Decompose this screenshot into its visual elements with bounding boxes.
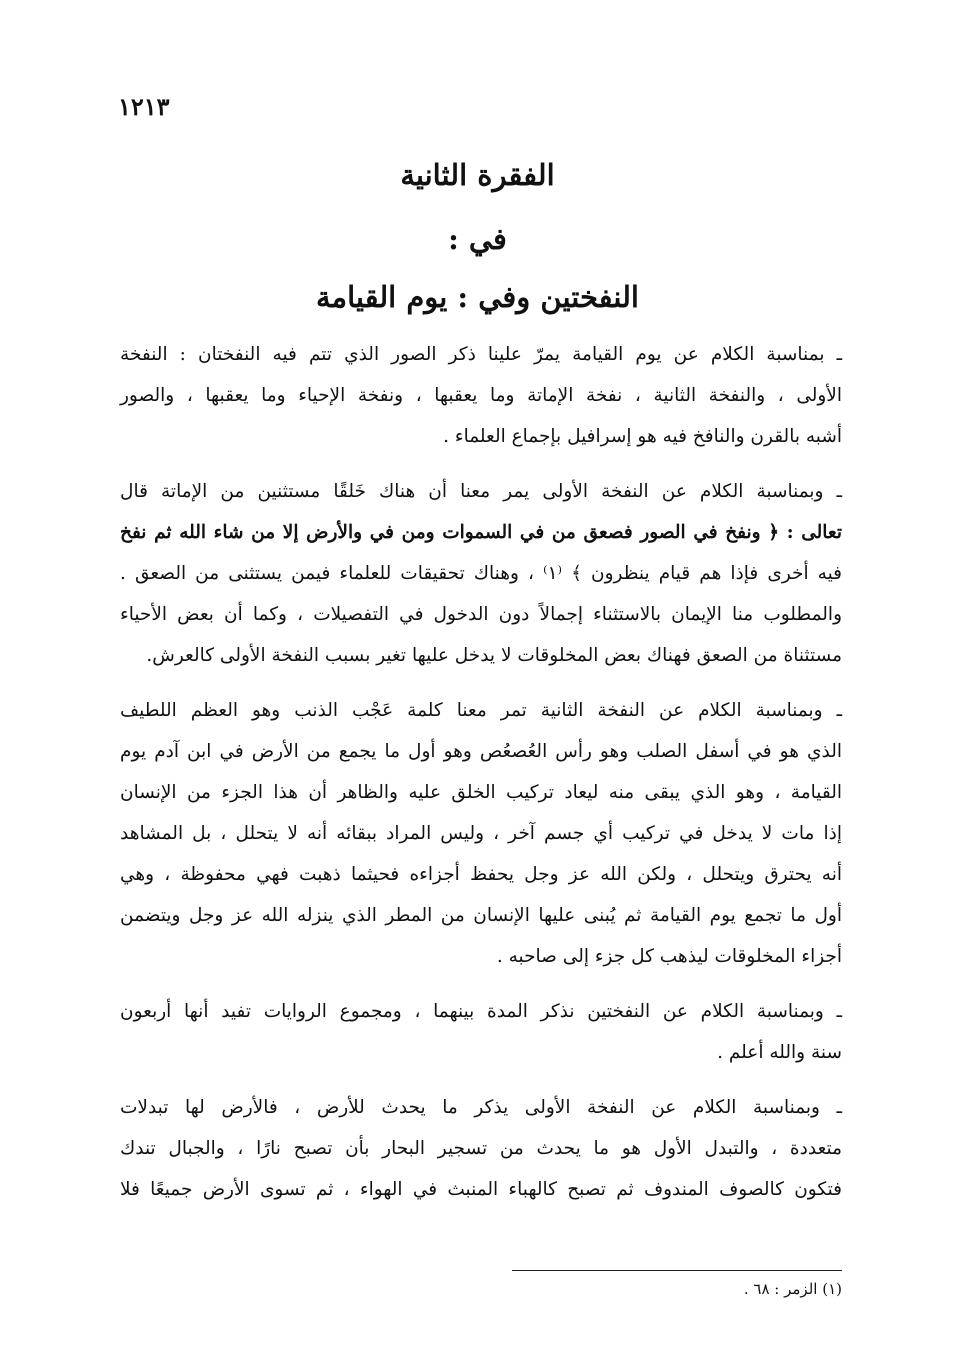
quran-verse-line: فيه أخرى فإذا هم قيام ينظرون ﴾ ⁽١⁾ ، وهناك تحقيقات للعلماء فيمن يستثنى من الصعق . (120, 563, 843, 584)
footnote-divider (512, 1270, 842, 1271)
text-line: ـ وبمناسبة الكلام عن النفخة الأولى يمر معنا أن هناك خَلقًا مستثنين من الإماتة قال (120, 481, 842, 502)
paragraph-2 (120, 471, 842, 676)
text-line: ـ وبمناسبة الكلام عن النفختين نذكر المدة بينهما ، ومجموع الروايات تفيد أنها أربعون (120, 1001, 842, 1022)
text-line: أجزاء المخلوقات ليذهب كل جزء إلى صاحبه . (496, 946, 842, 967)
text-line: مستثناة من الصعق فهناك بعض المخلوقات لا يدخل عليها تغير بسبب النفخة الأولى كالعرش. (146, 645, 842, 666)
paragraph-1 (120, 334, 842, 457)
text-line: والمطلوب منا الإيمان بالاستثناء إجمالاً دون الدخول في التفصيلات ، وكما أن بعض الأحياء (120, 604, 842, 625)
text-line: ـ وبمناسبة الكلام عن النفخة الأولى يذكر ما يحدث للأرض ، فالأرض لها تبدلات (120, 1097, 842, 1118)
text-line: فتكون كالصوف المندوف ثم تصبح كالهباء المنبث في الهواء ، ثم تسوى الأرض جميعًا فلا (120, 1179, 842, 1200)
paragraph-5 (120, 1087, 842, 1210)
text-line: ـ بمناسبة الكلام عن يوم القيامة يمرّ علينا ذكر الصور الذي تتم فيه النفختان : النفخة (120, 344, 842, 365)
text-line: أشبه بالقرن والنافخ فيه هو إسرافيل بإجماع العلماء . (443, 426, 842, 447)
text-line: الأولى ، والنفخة الثانية ، نفخة الإماتة وما يعقبها ، ونفخة الإحياء وما يعقبها ، والصور (120, 385, 842, 406)
page-number: ١٢١٣ (118, 92, 170, 121)
section-subtitle: النفختين وفي : يوم القيامة (316, 280, 639, 314)
section-subtitle-prefix: في : (448, 222, 507, 256)
text-line: متعددة ، والتبدل الأول هو ما يحدث من تسجير البحار بأن تصبح نارًا ، والجبال تندك (120, 1138, 842, 1159)
quran-verse-line: تعالى : ﴿ ونفخ في الصور فصعق من في السموات ومن في والأرض إلا من شاء الله ثم نفخ (120, 522, 842, 543)
paragraph-4 (120, 991, 842, 1073)
paragraph-3 (120, 690, 842, 977)
text-line: أنه يحترق ويتحلل ، ولكن الله عز وجل يحفظ أجزاءه فحيثما ذهبت فهي محفوظة ، وهي (120, 864, 842, 885)
text-line: ـ وبمناسبة الكلام عن النفخة الثانية تمر معنا كلمة عَجْب الذنب وهو العظم اللطيف (120, 700, 842, 721)
text-line: سنة والله أعلم . (717, 1042, 842, 1063)
section-title: الفقرة الثانية (400, 158, 555, 192)
footnote: (١) الزمر : ٦٨ . (743, 1280, 842, 1298)
text-line: الذي هو في أسفل الصلب وهو رأس العُصعُص وهو أول ما يجمع من الأرض في ابن آدم يوم (120, 741, 842, 762)
text-line: القيامة ، وهو الذي يبقى منه ليعاد تركيب الخلق عليه والظاهر أن هذا الجزء من الإنسان (120, 782, 842, 803)
text-line: أول ما تجمع يوم القيامة ثم يُبنى عليها الإنسان من المطر الذي ينزله الله عز وجل ويتضمن (120, 905, 842, 926)
body-text (120, 334, 842, 1224)
text-line: إذا مات لا يدخل في تركيب أي جسم آخر ، وليس المراد ببقائه أنه لا يتحلل ، بل المشاهد (120, 823, 842, 844)
